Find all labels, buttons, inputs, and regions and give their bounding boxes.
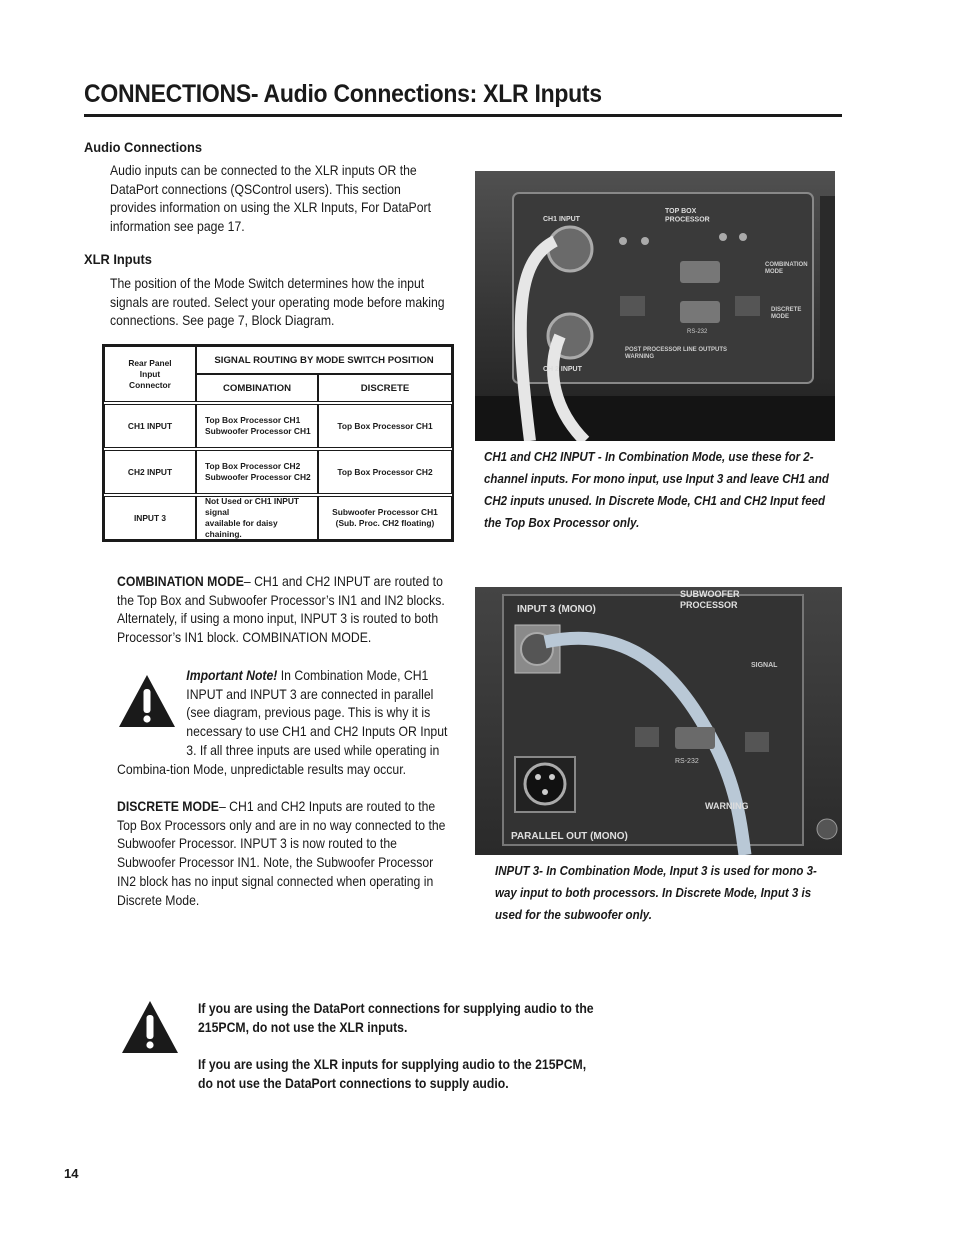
important-note-lead: Important Note! [186,668,278,683]
photo2-signal-label: SIGNAL [751,662,778,669]
important-note-text [117,667,452,779]
photo1-ch2-label: CH 2 INPUT [543,366,582,373]
dataport-warning-line2: If you are using the XLR inputs for supplying audio to the 215PCM, do not use the DataPort connections to supply audio. [198,1057,587,1091]
discrete-mode-text [117,798,455,910]
dataport-warning-line1: If you are using the DataPort connections for supplying audio to the 215PCM, do not use the XLR inputs. [198,1001,594,1035]
photo1-rs232-label: RS-232 [687,329,708,335]
title-rule [84,114,842,117]
photo2-rs232-label: RS-232 [675,758,699,765]
table-group-header: SIGNAL ROUTING BY MODE SWITCH POSITION [196,346,452,374]
photo2-input3-label: INPUT 3 (MONO) [517,604,596,615]
table-row-input3-discrete: Subwoofer Processor CH1 (Sub. Proc. CH2 floating) [318,496,452,540]
icon-spacer [117,667,186,742]
signal-routing-table [102,344,454,542]
combination-mode-lead: COMBINATION MODE [117,574,244,589]
combination-mode-body: – CH1 and CH2 INPUT are routed to the Top Box and Subwoofer Processor’s IN1 and IN2 blocks. Alternately, if using a mono input, INPUT 3 is routed to both Processor’s IN1 block. COMBINATION MODE. [117,574,445,646]
table-row-ch1-connector: CH1 INPUT [104,404,196,448]
table-row-ch2-combination: Top Box Processor CH2 Subwoofer Processor CH2 [196,450,318,494]
photo1-caption: CH1 and CH2 INPUT - In Combination Mode, use these for 2-channel inputs. For mono input, use Input 3 and leave CH1 and CH2 inputs unused. In Discrete Mode, CH1 and CH2 Input feed the Top Box Processor only. [484,449,829,530]
photo1-topbox-label: TOP BOX PROCESSOR [665,208,710,224]
important-note-body: In Combination Mode, CH1 INPUT and INPUT 3 are connected in parallel (see diagram, previous page. This is why it is necessary to use CH1 and CH2 Inputs OR Input 3. If all three inputs are used while operating in Combina-tion Mode, unpredictable results may occur. [117,668,448,777]
audio-connections-heading: Audio Connections [84,139,203,155]
photo1-combo-label: COMBINATION MODE [765,262,808,276]
photo2-caption: INPUT 3- In Combination Mode, Input 3 is used for mono 3-way input to both processors. In Discrete Mode, Input 3 is used for the subwoofer only. [495,863,817,922]
table-col-discrete: DISCRETE [318,374,452,402]
table-row-input3-combination: Not Used or CH1 INPUT signal available for daisy chaining. [196,496,318,540]
page-number: 14 [64,1166,79,1181]
audio-connections-text: Audio inputs can be connected to the XLR inputs OR the DataPort connections (QSControl users). This section provides information on using the XLR Inputs, For DataPort information see page 17. [110,163,431,235]
table-row-input3-connector: INPUT 3 [104,496,196,540]
photo2-parallel-label: PARALLEL OUT (MONO) [511,831,628,842]
table-row-ch2-discrete: Top Box Processor CH2 [318,450,452,494]
table-corner-header: Rear Panel Input Connector [104,346,196,402]
discrete-mode-lead: DISCRETE MODE [117,799,219,814]
combination-mode-text [117,573,452,648]
table-row-ch2-connector: CH2 INPUT [104,450,196,494]
table-row-ch1-combination: Top Box Processor CH1 Subwoofer Processor CH1 [196,404,318,448]
photo1-ch1-label: CH1 INPUT [543,216,580,223]
photo1-discrete-label: DISCRETE MODE [771,307,802,321]
ch1-ch2-input-photo [475,171,835,441]
xlr-inputs-text: The position of the Mode Switch determines how the input signals are routed. Select your operating mode before making connections. See page 7, Block Diagram. [110,276,445,329]
table-col-combination: COMBINATION [196,374,318,402]
xlr-inputs-heading: XLR Inputs [84,251,152,267]
discrete-mode-body: – CH1 and CH2 Inputs are routed to the Top Box Processors only and are in no way connected to the Subwoofer Processor. INPUT 3 is now routed to the Subwoofer Processor IN1. Note, the Subwoofer Processor IN2 block has no input signal connected when operating in Discrete Mode. [117,799,446,908]
table-row-ch1-discrete: Top Box Processor CH1 [318,404,452,448]
page-title: CONNECTIONS- Audio Connections: XLR Inputs [84,80,602,108]
dataport-warning-triangle-icon [120,999,180,1055]
photo1-warning-label: POST PROCESSOR LINE OUTPUTS WARNING [625,347,728,361]
photo2-warning-label: WARNING [705,801,749,811]
input3-photo [475,587,842,855]
photo2-subproc-label: SUBWOOFER PROCESSOR [680,589,740,610]
